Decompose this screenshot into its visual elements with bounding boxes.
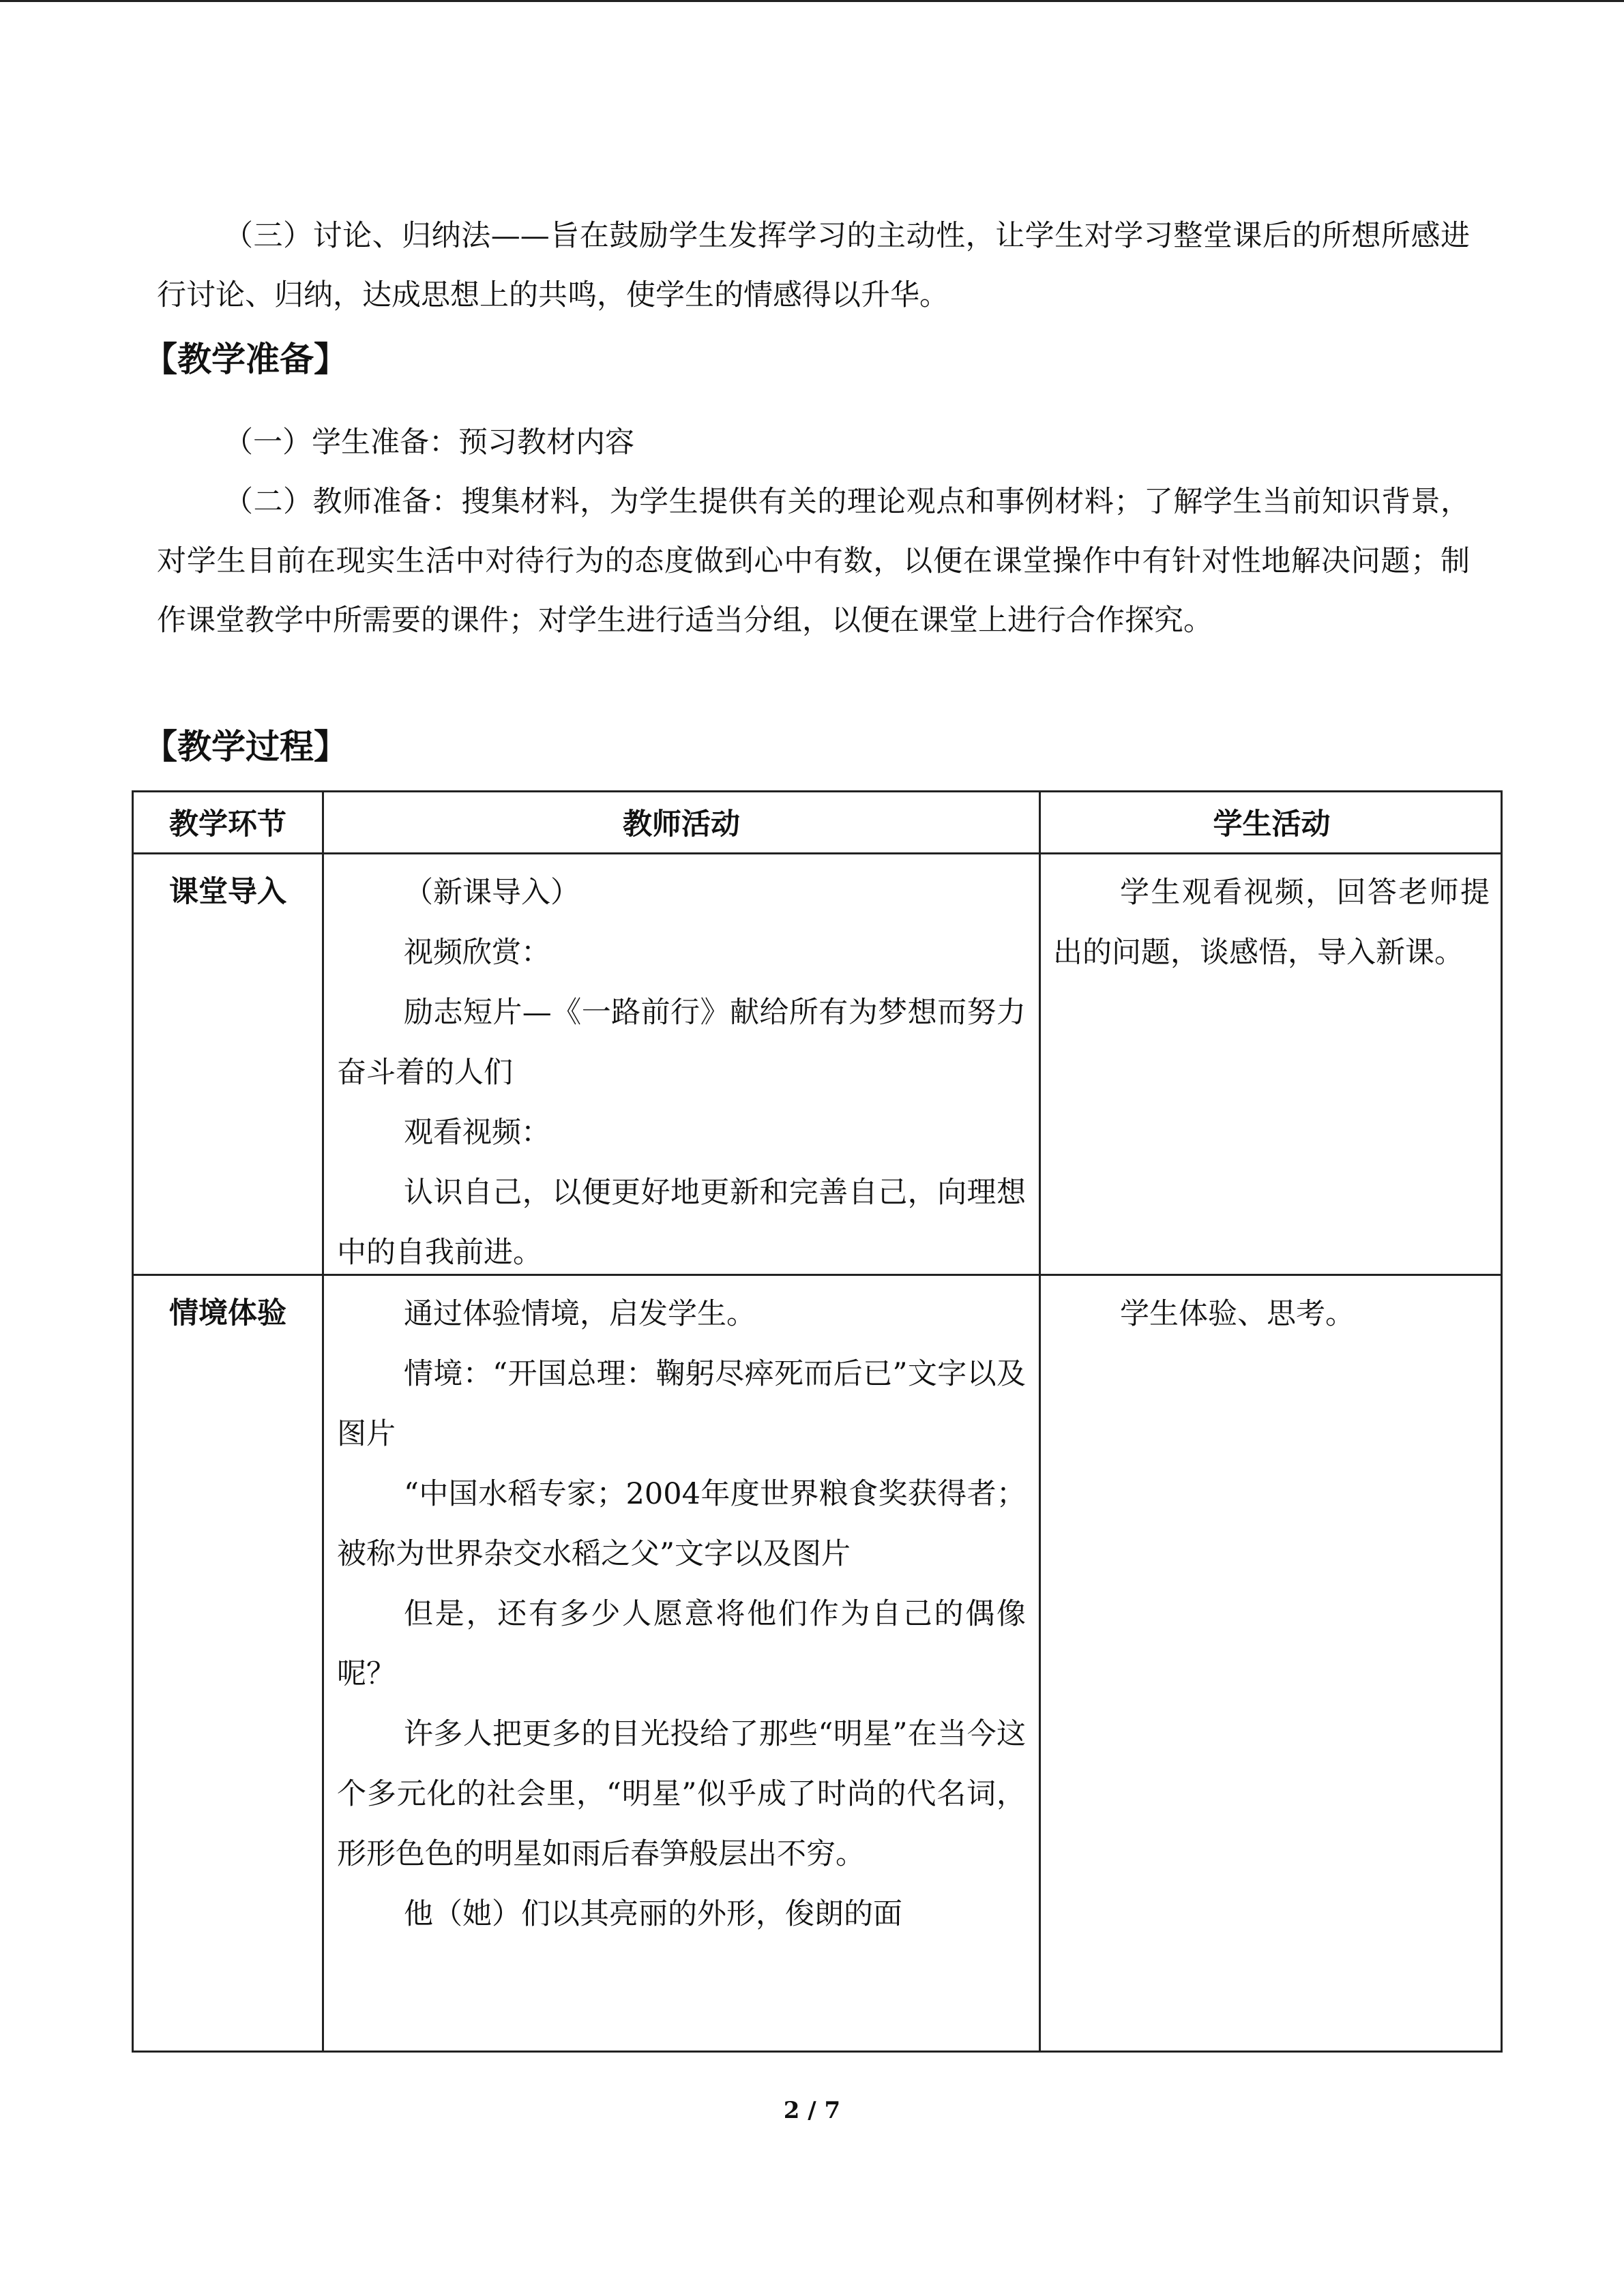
teacher-activity-line: （新课导入） <box>404 876 580 910</box>
teacher-activity-line: 通过体验情境，启发学生。 <box>404 1297 756 1331</box>
heading-teaching-preparation: 【教学准备】 <box>143 340 348 379</box>
table-header-student-activity: 学生活动 <box>1213 807 1331 841</box>
teacher-activity-line: 观看视频： <box>404 1116 550 1150</box>
paragraph-method-3: （三）讨论、归纳法——旨在鼓励学生发挥学习的主动性，让学生对学习整堂课后的所想所感进行讨论、归纳，达成思想上的共鸣，使学生的情感得以升华。 <box>157 219 1470 312</box>
table-header-teacher-activity: 教师活动 <box>623 807 740 841</box>
teacher-activity-scenario <box>337 1284 1026 1944</box>
student-activity-intro <box>1053 863 1490 983</box>
table-column-divider <box>1039 792 1041 2051</box>
teacher-activity-line: 认识自己，以便更好地更新和完善自己，向理想中的自我前进。 <box>337 1176 1026 1270</box>
teacher-activity-line: 许多人把更多的目光投给了那些“明星”在当今这个多元化的社会里，“明星”似乎成了时尚的代名词，形形色色的明星如雨后春笋般层出不穷。 <box>337 1717 1026 1871</box>
teaching-process-table <box>132 790 1503 2053</box>
table-row-divider <box>134 852 1501 854</box>
top-border-line <box>0 0 1624 2</box>
teacher-activity-line: 情境：“开国总理：鞠躬尽瘁死而后已”文字以及图片 <box>337 1357 1026 1451</box>
teacher-activity-line: “中国水稻专家；2004年度世界粮食奖获得者；被称为世界杂交水稻之父”文字以及图片 <box>337 1477 1026 1571</box>
student-activity-text: 学生观看视频，回答老师提出的问题，谈感悟，导入新课。 <box>1053 876 1490 970</box>
page-number: 2 / 7 <box>783 2097 841 2124</box>
stage-label-scenario: 情境体验 <box>169 1296 286 1330</box>
heading-teaching-process: 【教学过程】 <box>143 727 348 766</box>
table-header-stage: 教学环节 <box>169 807 286 841</box>
paragraph-student-preparation: （一）学生准备：预习教材内容 <box>224 426 634 460</box>
stage-label-intro: 课堂导入 <box>169 875 286 909</box>
student-activity-scenario <box>1053 1284 1490 1344</box>
teacher-activity-line: 视频欣赏： <box>404 936 550 970</box>
teacher-activity-intro <box>337 863 1026 1283</box>
paragraph-teacher-preparation: （二）教师准备：搜集材料，为学生提供有关的理论观点和事例材料；了解学生当前知识背景，对学生目前在现实生活中对待行为的态度做到心中有数，以便在课堂操作中有针对性地解决问题；制作课堂教学中所需要的课件；对学生进行适当分组，以便在课堂上进行合作探究。 <box>157 485 1470 638</box>
table-column-divider <box>322 792 324 2051</box>
teacher-activity-line: 励志短片—《一路前行》献给所有为梦想而努力奋斗着的人们 <box>337 996 1026 1090</box>
teacher-activity-line: 但是，还有多少人愿意将他们作为自己的偶像呢？ <box>337 1597 1026 1691</box>
student-activity-text: 学生体验、思考。 <box>1120 1297 1355 1331</box>
teacher-activity-line: 他（她）们以其亮丽的外形，俊朗的面 <box>404 1897 902 1931</box>
